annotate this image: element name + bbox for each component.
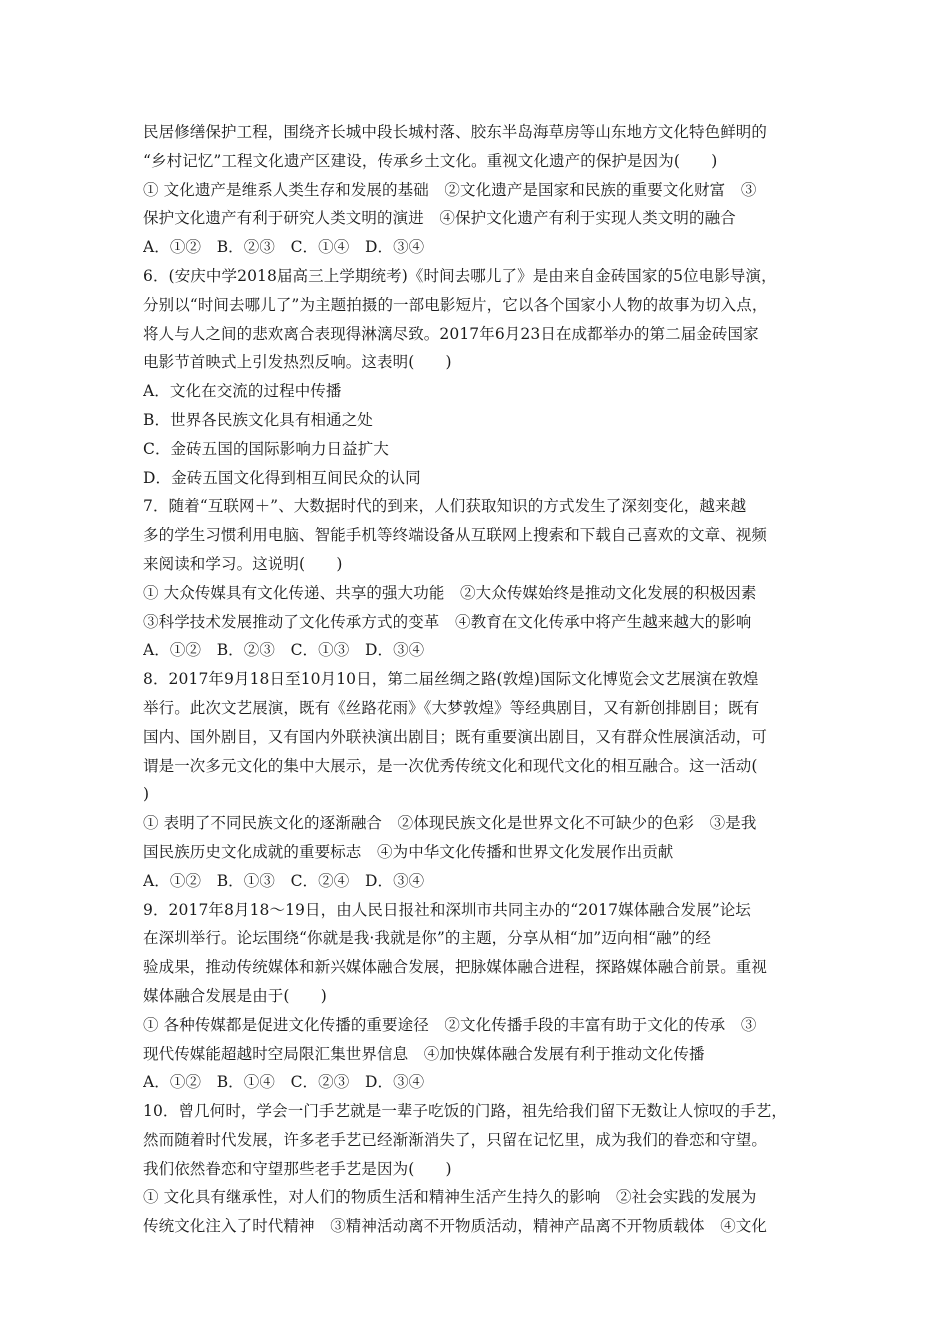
text-line: 电影节首映式上引发热烈反响。这表明( ) bbox=[143, 353, 452, 372]
answer-options: A．①② B．①③ C．②④ D．③④ bbox=[143, 871, 425, 890]
question-7: 7．随着“互联网＋”、大数据时代的到来，人们获取知识的方式发生了深刻变化，越来越 bbox=[143, 497, 747, 516]
question-6: 6．(安庆中学2018届高三上学期统考)《时间去哪儿了》是由来自金砖国家的5位电影导演， bbox=[143, 266, 777, 285]
question-8: 8．2017年9月18日至10月10日，第二届丝绸之路(敦煌)国际文化博览会文艺展演在敦煌 bbox=[143, 670, 759, 689]
text-line: 验成果，推动传统媒体和新兴媒体融合发展，把脉媒体融合进程，探路媒体融合前景。重视 bbox=[143, 958, 768, 977]
text-line: 多的学生习惯利用电脑、智能手机等终端设备从互联网上搜索和下载自己喜欢的文章、视频 bbox=[143, 526, 768, 545]
option-d: D．金砖五国文化得到相互间民众的认同 bbox=[143, 468, 421, 487]
text-line: 媒体融合发展是由于( ) bbox=[143, 986, 327, 1005]
text-line: ① 文化遗产是维系人类生存和发展的基础 ②文化遗产是国家和民族的重要文化财富 ③ bbox=[143, 180, 757, 199]
text-line: 现代传媒能超越时空局限汇集世界信息 ④加快媒体融合发展有利于推动文化传播 bbox=[143, 1044, 705, 1063]
text-line: 国内、国外剧目，又有国内外联袂演出剧目；既有重要演出剧目，又有群众性展演活动，可 bbox=[143, 727, 768, 746]
option-a: A．文化在交流的过程中传播 bbox=[143, 382, 342, 401]
text-line: 我们依然眷恋和守望那些老手艺是因为( ) bbox=[143, 1159, 452, 1178]
answer-options: A．①② B．①④ C．②③ D．③④ bbox=[143, 1073, 425, 1092]
text-line: ① 表明了不同民族文化的逐渐融合 ②体现民族文化是世界文化不可缺少的色彩 ③是我 bbox=[143, 814, 757, 833]
text-line: ③科学技术发展推动了文化传承方式的变革 ④教育在文化传承中将产生越来越大的影响 bbox=[143, 612, 752, 631]
text-line: 民居修缮保护工程，围绕齐长城中段长城村落、胶东半岛海草房等山东地方文化特色鲜明的 bbox=[143, 123, 768, 141]
text-line: 国民族历史文化成就的重要标志 ④为中华文化传播和世界文化发展作出贡献 bbox=[143, 842, 674, 861]
answer-options: A．①② B．②③ C．①③ D．③④ bbox=[143, 641, 425, 660]
text-line: 传统文化注入了时代精神 ③精神活动离不开物质活动，精神产品离不开物质载体 ④文化 bbox=[143, 1217, 768, 1236]
text-line: 在深圳举行。论坛围绕“你就是我·我就是你”的主题，分享从相“加”迈向相“融”的经 bbox=[143, 929, 711, 948]
answer-options: A．①② B．②③ C．①④ D．③④ bbox=[143, 238, 425, 257]
text-line: 保护文化遗产有利于研究人类文明的演进 ④保护文化遗产有利于实现人类文明的融合 bbox=[143, 209, 736, 228]
text-line: ) bbox=[143, 785, 150, 804]
text-line: 谓是一次多元文化的集中大展示，是一次优秀传统文化和现代文化的相互融合。这一活动( bbox=[143, 756, 758, 775]
document-page bbox=[143, 118, 815, 1241]
option-b: B．世界各民族文化具有相通之处 bbox=[143, 410, 373, 429]
option-c: C．金砖五国的国际影响力日益扩大 bbox=[143, 439, 389, 458]
text-line: 来阅读和学习。这说明( ) bbox=[143, 554, 343, 573]
text-line: 举行。此次文艺展演，既有《丝路花雨》《大梦敦煌》等经典剧目，又有新创排剧目；既有 bbox=[143, 698, 760, 717]
text-line: 将人与人之间的悲欢离合表现得淋漓尽致。2017年6月23日在成都举办的第二届金砖国家 bbox=[143, 324, 759, 343]
text-line: “乡村记忆”工程文化遗产区建设，传承乡土文化。重视文化遗产的保护是因为( ) bbox=[143, 151, 718, 170]
question-10: 10．曾几何时，学会一门手艺就是一辈子吃饭的门路，祖先给我们留下无数让人惊叹的手艺， bbox=[143, 1102, 787, 1121]
text-line: 然而随着时代发展，许多老手艺已经渐渐消失了，只留在记忆里，成为我们的眷恋和守望。 bbox=[143, 1130, 768, 1149]
text-line: ① 文化具有继承性，对人们的物质生活和精神生活产生持久的影响 ②社会实践的发展为 bbox=[143, 1188, 757, 1207]
text-line: ① 大众传媒具有文化传递、共享的强大功能 ②大众传媒始终是推动文化发展的积极因素 bbox=[143, 583, 757, 602]
question-9: 9．2017年8月18～19日，由人民日报社和深圳市共同主办的“2017媒体融合发展”论坛 bbox=[143, 900, 751, 919]
text-line: 分别以“时间去哪儿了”为主题拍摄的一部电影短片，它以各个国家小人物的故事为切入点， bbox=[143, 295, 768, 314]
text-line: ① 各种传媒都是促进文化传播的重要途径 ②文化传播手段的丰富有助于文化的传承 ③ bbox=[143, 1015, 757, 1034]
